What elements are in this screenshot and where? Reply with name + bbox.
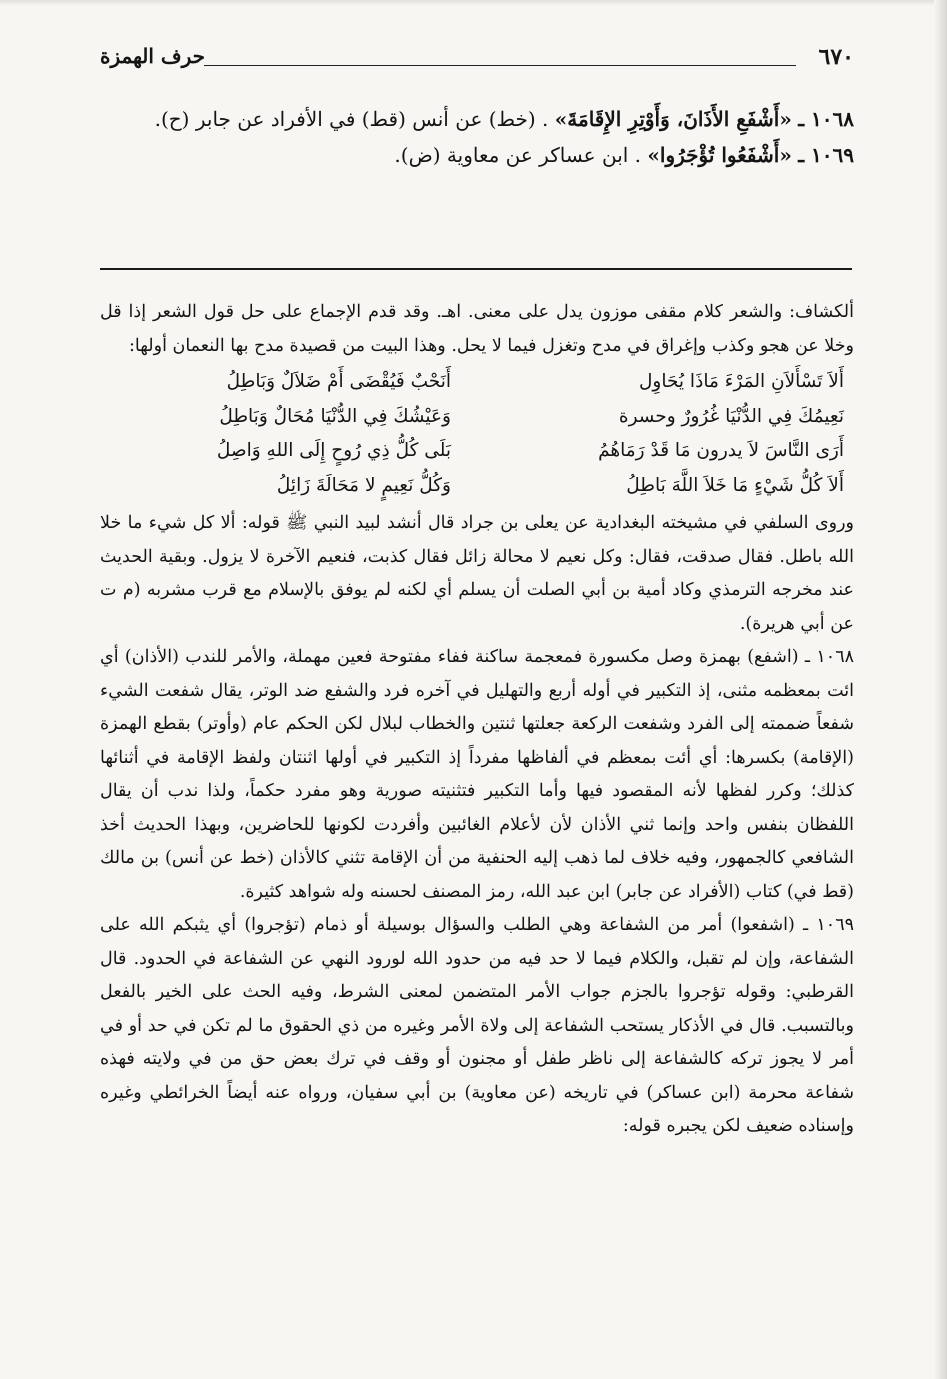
commentary-intro: ألكشاف: والشعر كلام مقفى موزون يدل على معنى. اهـ. وقد قدم الإجماع على حل قول الشعر إذا قل وخلا عن هجو وكذب وإغراق في مدح وتغزل فيما لا يحل. وهذا البيت من قصيدة مدح بها النعمان أولها:	[100, 302, 854, 356]
poem-line: أَلاَ كُلُّ شَيْءٍ مَا خَلاَ اللَّهَ بَاطِلُ	[626, 474, 844, 496]
running-title: حرف الهمزة	[100, 44, 206, 68]
hadith-entry-1069	[100, 138, 854, 172]
hadith-quote: «أَشْفَعُوا تُؤْجَرُوا»	[647, 143, 792, 167]
header-rule	[204, 65, 796, 66]
scan-edge-top	[0, 0, 946, 6]
poem-line: وَكُلُّ نَعِيمٍ لا مَحَالَةَ زَائِلُ	[276, 474, 451, 496]
commentary-paragraph-1069: ١٠٦٩ ـ (اشفعوا) أمر من الشفاعة وهي الطلب والسؤال بوسيلة أو ذمام (تؤجروا) أي يثبكم الله على الشفاعة، وإن لم تقبل، والكلام فيما لا حد فيه من حدود الله لورود النهي عن الشفاعة في الحدود. قال القرطبي: وقوله تؤجروا بالجزم جواب الأمر المتضمن لمعنى الشرط، وفيه الحث على الخير بالفعل وبالتسبب. قال في الأذكار يستحب الشفاعة إلى ولاة الأمر وغيره من ذي الحقوق ما لم تكن في حد أو في أمر لا يجوز تركه كالشفاعة إلى ناظر طفل أو مجنون أو وقف في ترك بعض حق من في ولايته فهذه شفاعة محرمة (ابن عساكر) في تاريخه (عن معاوية) بن أبي سفيان، ورواه عنه أيضاً الخرائطي وغيره وإسناده ضعيف لكن يجبره قوله:	[100, 915, 854, 1136]
main-hadith-text	[100, 102, 854, 174]
commentary	[100, 296, 854, 1144]
scan-edge-right	[934, 0, 946, 1379]
poem-line: أَنَحْبٌ فَيُقْضَى أَمْ ضَلاَلٌ وَبَاطِلُ	[226, 371, 451, 392]
entry-number: ١٠٦٩ ـ	[798, 143, 854, 167]
poem-line: نَعِيمُكَ فِي الدُّنْيَا غُرُورٌ وحسرة	[618, 405, 844, 427]
poem-line: أَلاَ تَسْأَلاَنِ المَرْءَ مَاذَا يُحَاوِل	[638, 371, 844, 392]
hadith-source: . ابن عساكر عن معاوية (ض).	[394, 143, 642, 167]
commentary-paragraph: وروى السلفي في مشيخته البغدادية عن يعلى بن جراد قال أنشد لبيد النبي ﷺ قوله: ألا كل شيء ما خلا الله باطل. فقال صدقت، فقال: وكل نعيم لا محالة زائل فقال كذبت، فنعيم الآخرة لا يزول. وبقية الحديث عند مخرجه الترمذي وكاد أمية بن أبي الصلت أن يسلم أي لكنه لم يوفق بالإسلام مع قرب مشربه (م ت عن أبي هريرة).	[100, 513, 854, 634]
page-number: ٦٧٠	[818, 44, 854, 70]
commentary-divider	[100, 268, 852, 270]
poem-line: وَعَيْشُكَ فِي الدُّنْيَا مُحَالٌ وَبَاطِلُ	[219, 405, 451, 427]
poem-line: بَلَى كُلُّ ذِي رُوحٍ إِلَى اللهِ وَاصِلُ	[216, 440, 451, 461]
hadith-entry-1068	[100, 102, 854, 136]
entry-number: ١٠٦٨ ـ	[798, 107, 854, 131]
poem-line: أَرَى النَّاسَ لاَ يدرون مَا قَدْ رَمَاهُمُ	[598, 440, 844, 461]
page-header	[100, 44, 854, 76]
hadith-quote: «أَشْفَعِ الأَذَانَ، وَأَوْتِرِ الإِقَامَةَ»	[554, 107, 792, 131]
hadith-source: . (خط) عن أنس (قط) في الأفراد عن جابر (ح).	[154, 107, 549, 131]
commentary-paragraph-1068: ١٠٦٨ ـ (اشفع) بهمزة وصل مكسورة فمعجمة ساكنة ففاء مفتوحة فعين مهملة، والأمر للندب (الأذان) أي ائت بمعظمه مثنى، إذ التكبير في أوله أربع والتهليل في آخره فرد والشفع ضد الوتر، يقال شفعت الشيء شفعاً ضممته إلى الفرد وشفعت الركعة جعلتها ثنتين والخطاب لبلال لكن الحكم عام (وأوتر) بقطع الهمزة (الإقامة) بكسرها: أي أئت بمعظم في ألفاظها مفرداً إذ التكبير في أولها اثنتان ولفظ الإقامة في أثنائها كذلك؛ وكرر لفظها لأنه المقصود فيها وأما التكبير فتثنيته صورية وهو مفرد حكماً، ولذا ندب أن يقال اللفظان بنفس واحد وإنما ثني الأذان لأن لأعلام الغائبين وأفردت لكونها للحاضرين، وبهذا الحديث أخذ الشافعي كالجمهور، وفيه خلاف لما ذهب إليه الحنفية من أن الإقامة تثني كالأذان (خط عن أنس) بن مالك (قط في) كتاب (الأفراد عن جابر) ابن عبد الله، رمز المصنف لحسنه وله شواهد كثيرة.	[100, 647, 854, 902]
poem	[100, 365, 854, 503]
